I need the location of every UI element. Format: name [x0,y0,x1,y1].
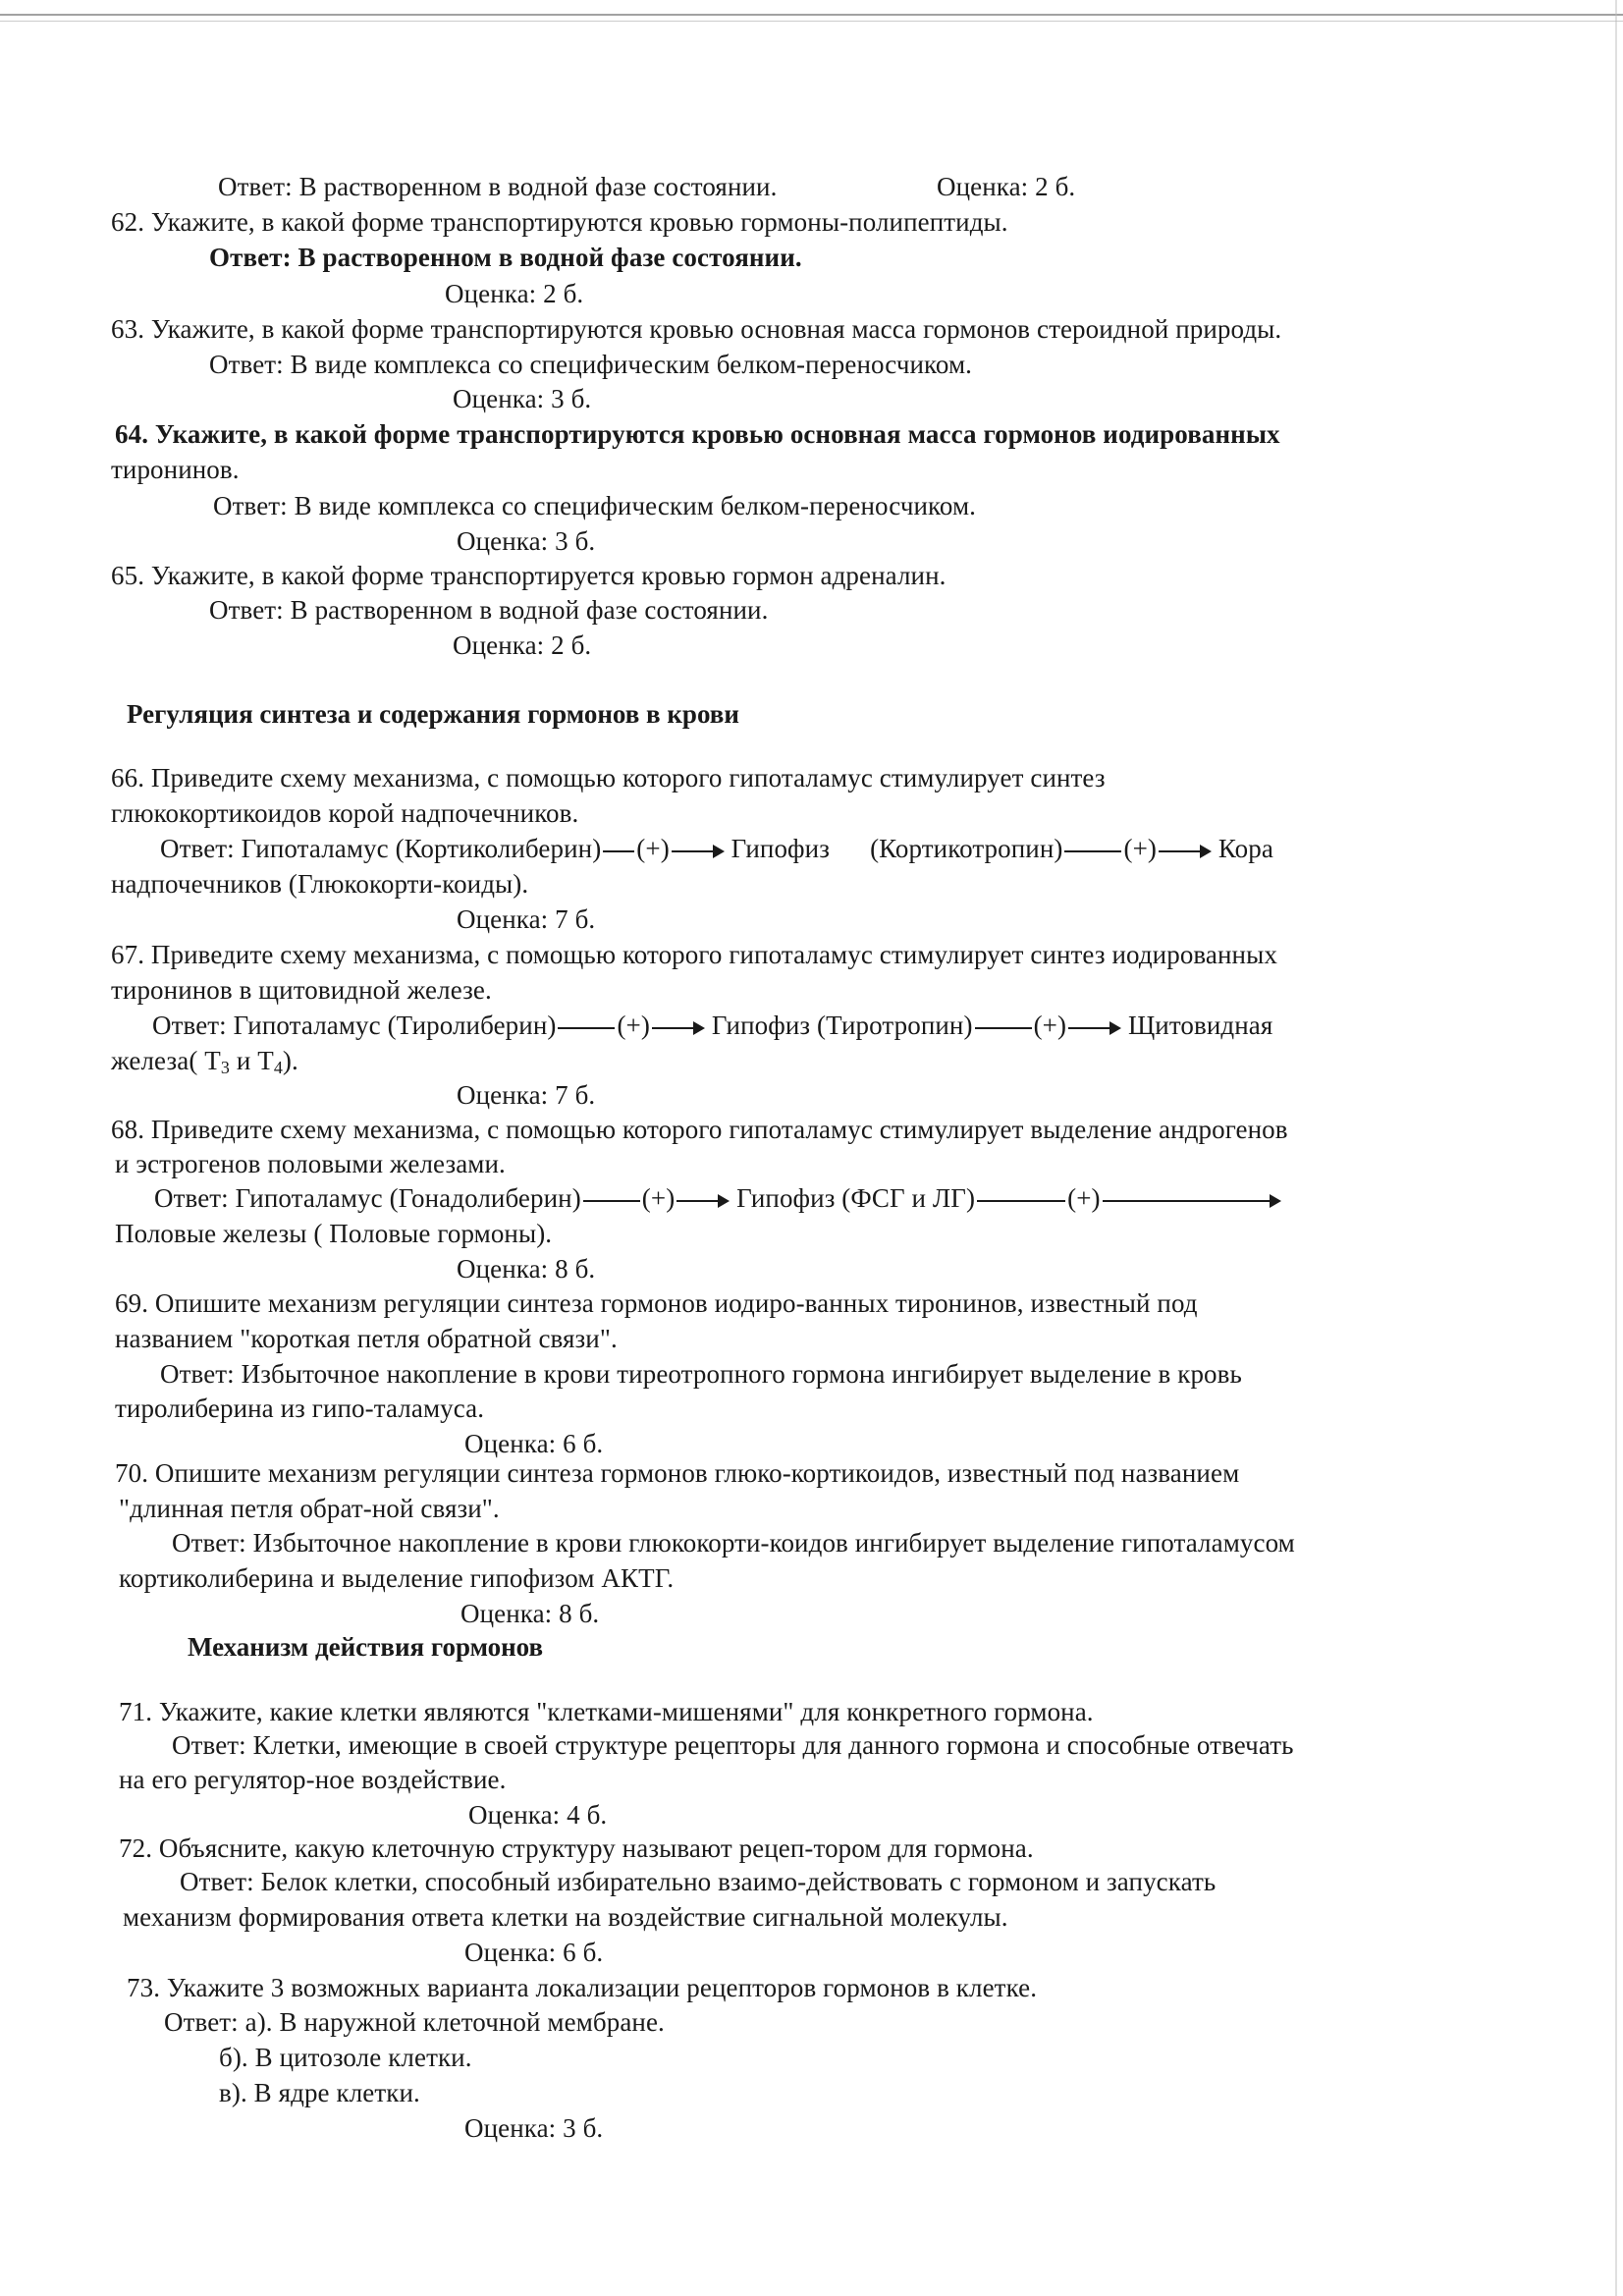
answer-68-line2: Половые железы ( Половые гормоны). [115,1219,553,1248]
scheme-66-plus-1: (+) [636,834,670,863]
score-68: Оценка: 8 б. [457,1254,596,1284]
answer-72-line2: механизм формирования ответа клетки на воздействие сигнальной молекулы. [123,1902,1008,1932]
scheme-67-start: Ответ: Гипоталамус (Тиролиберин) [152,1011,557,1040]
answer-70-line1: Ответ: Избыточное накопление в крови глюкокорти-коидов ингибирует выделение гипоталамусом [172,1528,1295,1558]
question-68-line2: и эстрогенов половыми железами. [115,1149,506,1178]
subscript-3: 3 [220,1058,230,1077]
answer-67-line2-part2: и Т [229,1046,274,1075]
score-73: Оценка: 3 б. [464,2113,604,2143]
answer-62: Ответ: В растворенном в водной фазе состоянии. [209,243,802,272]
scheme-68-line-1 [583,1200,640,1202]
question-62: 62. Укажите, в какой форме транспортируются кровью гормоны-полипептиды. [111,207,1008,237]
question-64-line2: тиронинов. [111,455,240,484]
scheme-66-line-1 [603,850,634,852]
section-heading-regulation: Регуляция синтеза и содержания гормонов в крови [127,699,739,729]
question-68-line1: 68. Приведите схему механизма, с помощью которого гипоталамус стимулирует выделение андрогенов [111,1115,1288,1144]
scheme-67-arrow-2 [1068,1027,1119,1029]
scheme-66-arrow-2 [1159,850,1210,852]
scheme-68-plus-1: (+) [641,1183,676,1213]
scheme-66-mid-2: (Кортикотропин) [870,834,1063,863]
question-66-line1: 66. Приведите схему механизма, с помощью которого гипоталамус стимулирует синтез [111,763,1106,793]
answer-69-line1: Ответ: Избыточное накопление в крови тиреотропного гормона ингибирует выделение в кровь [160,1359,1242,1389]
answer-66-scheme [160,833,1273,864]
answer-67-line2-part1: железа( Т [111,1046,221,1075]
scheme-66-end: Кора [1217,834,1273,863]
answer-67-scheme [152,1010,1272,1041]
scheme-67-line-2 [975,1027,1032,1029]
scan-edge-top-secondary [0,21,1623,22]
answer-71-line1: Ответ: Клетки, имеющие в своей структуре рецепторы для данного гормона и способные отвечать [172,1730,1294,1760]
scheme-66-mid-1: Гипофиз [730,834,830,863]
scheme-67-line-1 [558,1027,615,1029]
score-70: Оценка: 8 б. [460,1599,600,1628]
score-67: Оценка: 7 б. [457,1080,596,1110]
scheme-67-plus-2: (+) [1033,1011,1067,1040]
score-69: Оценка: 6 б. [464,1429,604,1458]
scheme-68-plus-2: (+) [1067,1183,1101,1213]
scheme-67-arrow-1 [652,1027,703,1029]
score-72: Оценка: 6 б. [464,1938,604,1967]
section-heading-mechanism: Механизм действия гормонов [188,1632,544,1662]
question-67-line2: тиронинов в щитовидной железе. [111,975,492,1005]
question-63: 63. Укажите, в какой форме транспортируются кровью основная масса гормонов стероидной природы. [111,314,1282,344]
score-71: Оценка: 4 б. [468,1800,608,1830]
question-70-line2: "длинная петля обрат-ной связи". [119,1494,500,1523]
question-64-line1: 64. Укажите, в какой форме транспортируются кровью основная масса гормонов иодированных [115,419,1280,449]
subscript-4: 4 [273,1058,283,1077]
question-71: 71. Укажите, какие клетки являются "клетками-мишенями" для конкретного гормона. [119,1697,1094,1726]
question-69-line1: 69. Опишите механизм регуляции синтеза гормонов иодиро-ванных тиронинов, известный под [115,1288,1198,1318]
answer-73-line3: в). В ядре клетки. [219,2078,420,2107]
scheme-67-end: Щитовидная [1127,1011,1273,1040]
scheme-66-start: Ответ: Гипоталамус (Кортиколиберин) [160,834,602,863]
answer-67-line2 [111,1045,298,1076]
scan-edge-top [0,14,1623,16]
answer-65: Ответ: В растворенном в водной фазе состоянии. [209,595,769,625]
answer-73-line2: б). В цитозоле клетки. [219,2043,472,2072]
question-66-line2: глюкокортикоидов корой надпочечников. [111,798,579,828]
scheme-68-arrow-1 [676,1200,728,1202]
scan-edge-right [1615,0,1617,2296]
question-65: 65. Укажите, в какой форме транспортируется кровью гормон адреналин. [111,561,947,590]
question-72: 72. Объясните, какую клеточную структуру называют рецеп-тором для гормона. [119,1833,1034,1863]
scheme-67-plus-1: (+) [617,1011,650,1040]
scheme-67-mid-1: Гипофиз (Тиротропин) [711,1011,973,1040]
score-63: Оценка: 3 б. [453,384,592,413]
scheme-68-arrow-2 [1103,1200,1279,1202]
score-65: Оценка: 2 б. [453,630,592,660]
question-69-line2: названием "короткая петля обратной связи". [115,1324,618,1353]
answer-69-line2: тиролиберина из гипо-таламуса. [115,1394,485,1423]
answer-64: Ответ: В виде комплекса со специфическим белком-переносчиком. [213,491,977,520]
answer-66-line2: надпочечников (Глюкокорти-коиды). [111,869,529,899]
score-61: Оценка: 2 б. [937,172,1076,201]
answer-73-line1: Ответ: а). В наружной клеточной мембране. [164,2007,665,2037]
answer-71-line2: на его регулятор-ное воздействие. [119,1765,507,1794]
question-70-line1: 70. Опишите механизм регуляции синтеза гормонов глюко-кортикоидов, известный под названием [115,1458,1240,1488]
score-64: Оценка: 3 б. [457,526,596,556]
answer-68-scheme [154,1182,1281,1214]
score-66: Оценка: 7 б. [457,904,596,934]
answer-72-line1: Ответ: Белок клетки, способный избирательно взаимо-действовать с гормоном и запускать [180,1867,1217,1896]
question-73: 73. Укажите 3 возможных варианта локализации рецепторов гормонов в клетке. [127,1973,1038,2002]
scheme-66-arrow-1 [672,850,723,852]
answer-70-line2: кортиколиберина и выделение гипофизом АКТГ. [119,1563,675,1593]
scheme-68-line-2 [977,1200,1065,1202]
answer-67-line2-part3: ). [282,1046,298,1075]
scheme-68-mid-1: Гипофиз (ФСГ и ЛГ) [736,1183,976,1213]
answer-63: Ответ: В виде комплекса со специфическим белком-переносчиком. [209,350,973,379]
score-62: Оценка: 2 б. [445,279,584,308]
scheme-66-line-2 [1064,850,1121,852]
answer-61: Ответ: В растворенном в водной фазе состоянии. [218,172,778,201]
scheme-68-start: Ответ: Гипоталамус (Гонадолиберин) [154,1183,581,1213]
scheme-66-plus-2: (+) [1123,834,1157,863]
question-67-line1: 67. Приведите схему механизма, с помощью которого гипоталамус стимулирует синтез иодированных [111,940,1277,969]
